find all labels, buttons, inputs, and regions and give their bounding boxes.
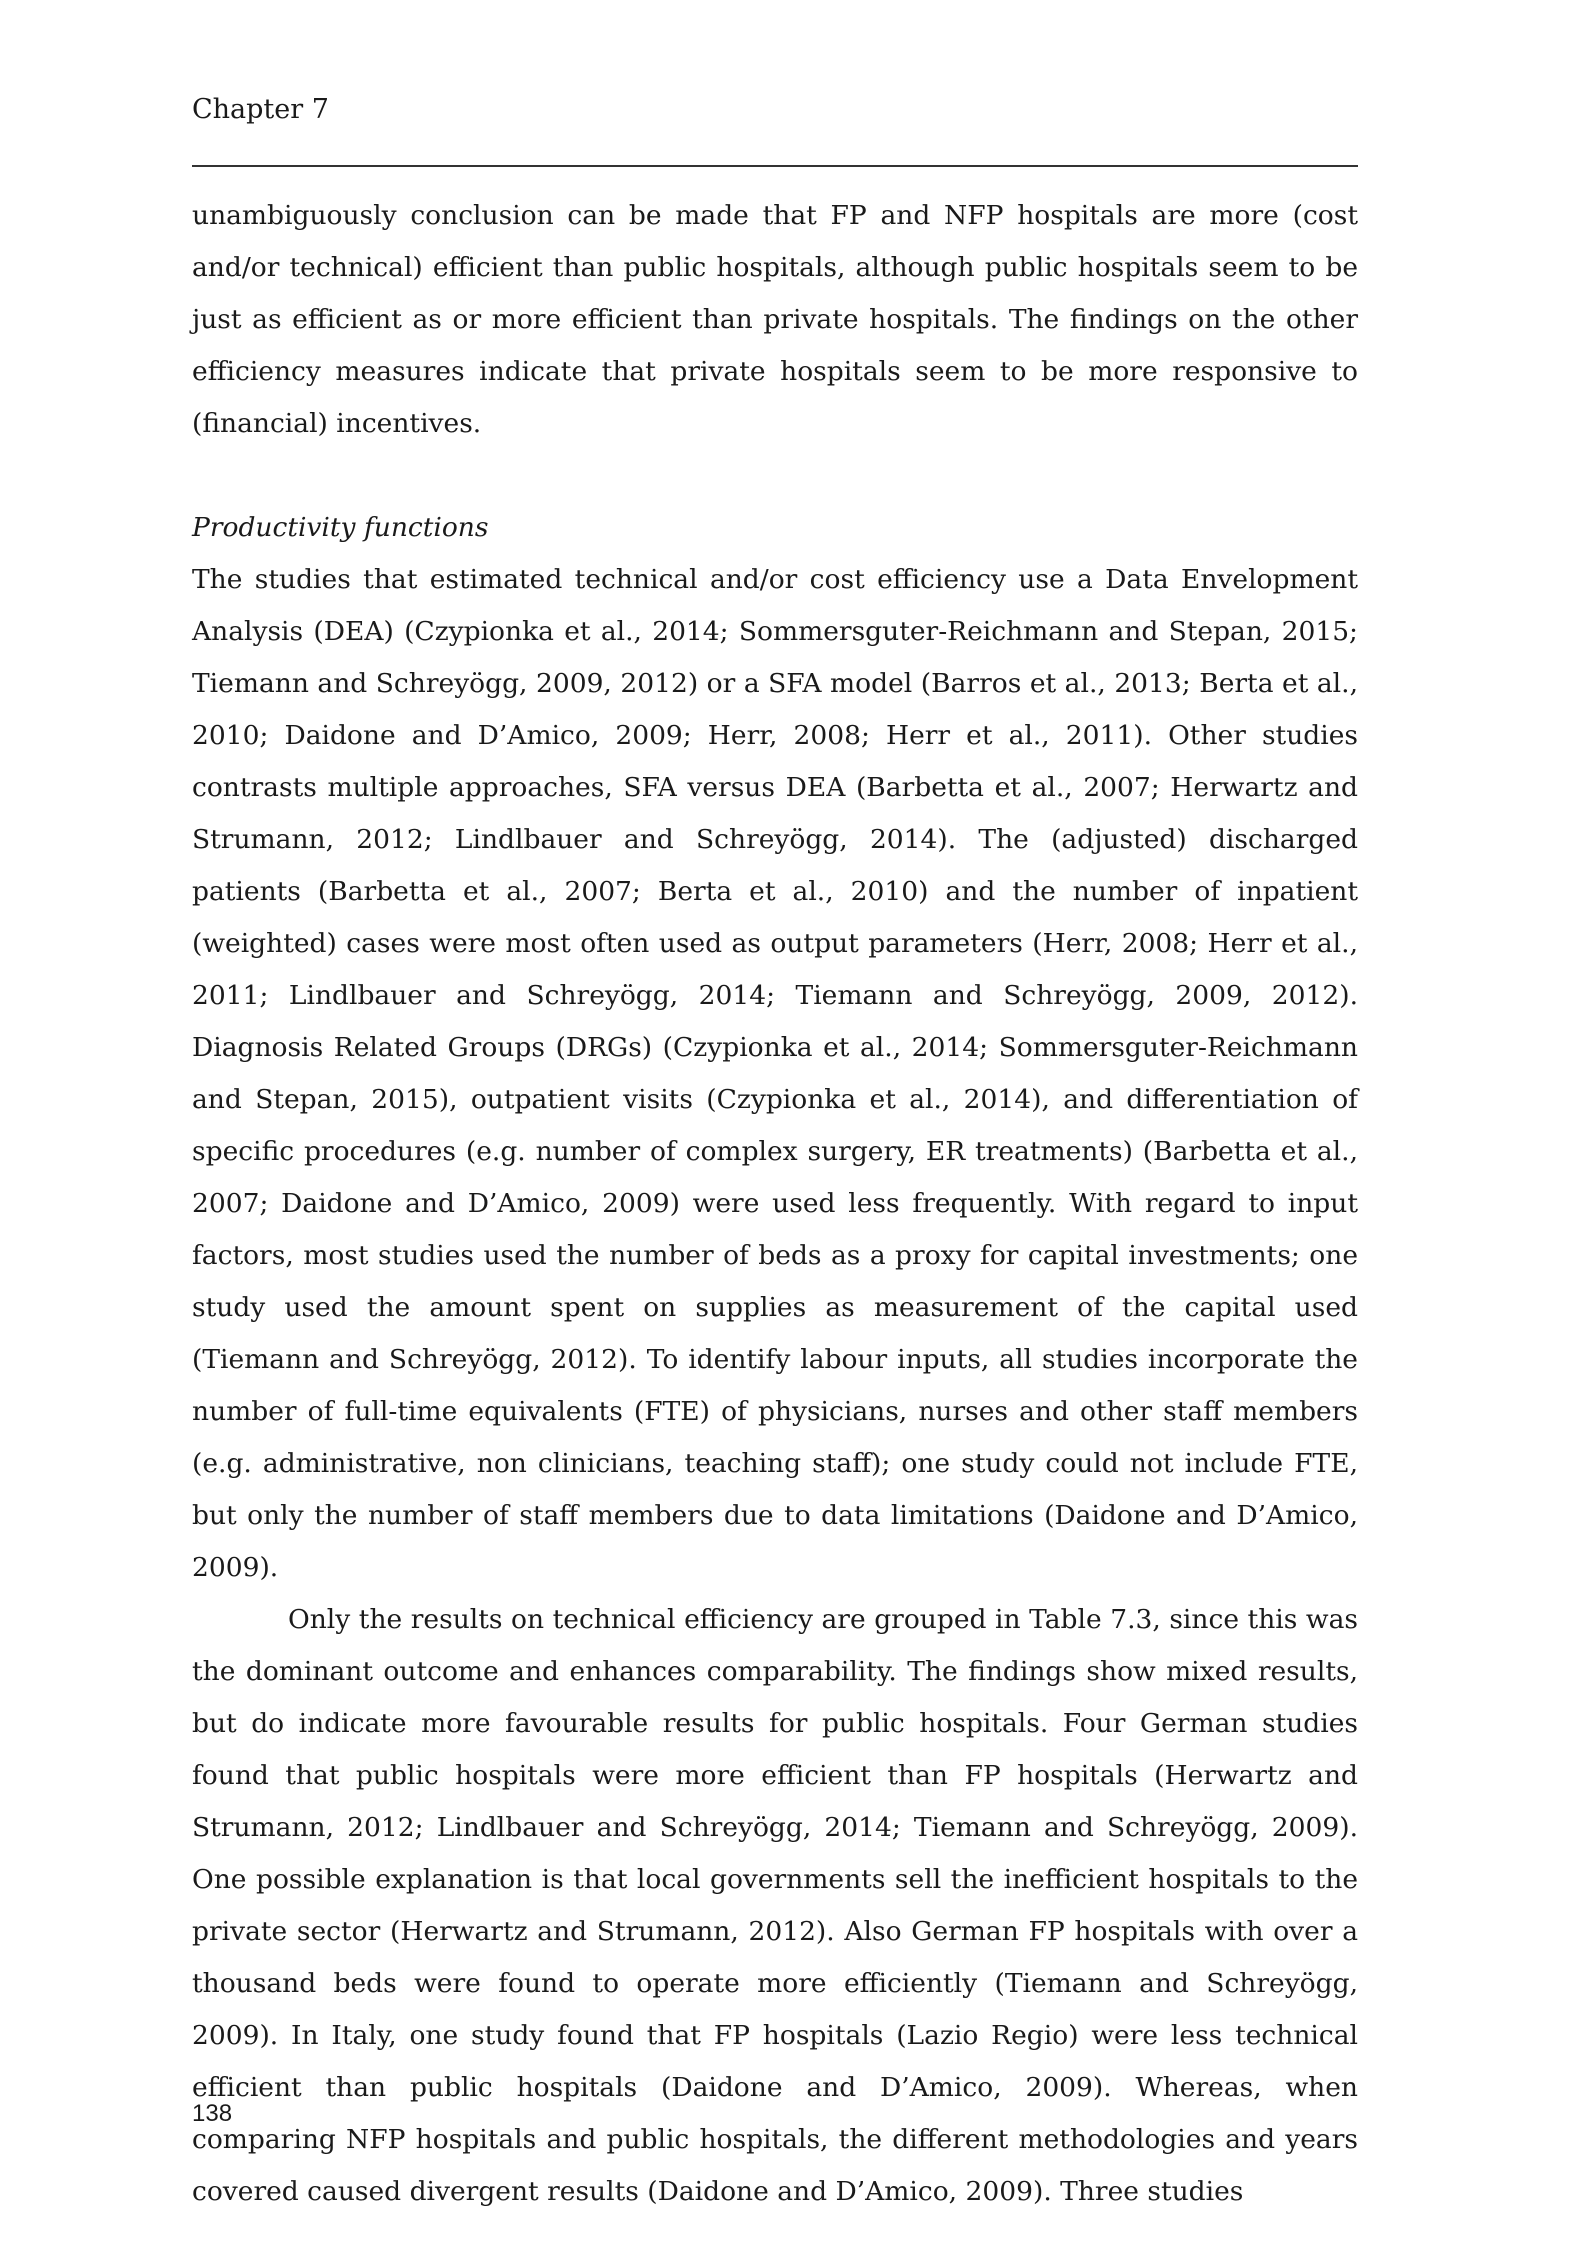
header-divider [192, 165, 1358, 167]
body-text [192, 190, 1358, 2218]
page-number: 138 [192, 2100, 233, 2127]
paragraph-intro: unambiguously conclusion can be made that FP and NFP hospitals are more (cost and/or technical) efficient than public hospitals, although public hospitals seem to be just as efficient as or more efficient than private hospitals. The findings on the other efficiency measures indicate that private hospitals seem to be more responsive to (financial) incentives. [192, 200, 1358, 439]
paragraph-gap [192, 450, 1358, 502]
paragraph-productivity: The studies that estimated technical and/or cost efficiency use a Data Envelopment Analysis (DEA) (Czypionka et al., 2014; Sommersguter-Reichmann and Stepan, 2015; Tiemann and Schreyögg, 2009, 2012) or a SFA model (Barros et al., 2013; Berta et al., 2010; Daidone and D’Amico, 2009; Herr, 2008; Herr et al., 2011). Other studies contrasts multiple approaches, SFA versus DEA (Barbetta et al., 2007; Herwartz and Strumann, 2012; Lindlbauer and Schreyögg, 2014). The (adjusted) discharged patients (Barbetta et al., 2007; Berta et al., 2010) and the number of inpatient (weighted) cases were most often used as output parameters (Herr, 2008; Herr et al., 2011; Lindlbauer and Schreyögg, 2014; Tiemann and Schreyögg, 2009, 2012). Diagnosis Related Groups (DRGs) (Czypionka et al., 2014; Sommersguter-Reichmann and Stepan, 2015), outpatient visits (Czypionka et al., 2014), and differentiation of specific procedures (e.g. number of complex surgery, ER treatments) (Barbetta et al., 2007; Daidone and D’Amico, 2009) were used less frequently. With regard to input factors, most studies used the number of beds as a proxy for capital investments; one study used the amount spent on supplies as measurement of the capital used (Tiemann and Schreyögg, 2012). To identify labour inputs, all studies incorporate the number of full-time equivalents (FTE) of physicians, nurses and other staff members (e.g. administrative, non clinicians, teaching staff); one study could not include FTE, but only the number of staff members due to data limitations (Daidone and D’Amico, 2009). [192, 564, 1358, 1583]
section-subheading: Productivity functions [192, 512, 489, 543]
chapter-header: Chapter 7 [192, 94, 329, 125]
paragraph-results: Only the results on technical efficiency are grouped in Table 7.3, since this was the dominant outcome and enhances comparability. The findings show mixed results, but do indicate more favourable results for public hospitals. Four German studies found that public hospitals were more efficient than FP hospitals (Herwartz and Strumann, 2012; Lindlbauer and Schreyögg, 2014; Tiemann and Schreyögg, 2009). One possible explanation is that local governments sell the inefficient hospitals to the private sector (Herwartz and Strumann, 2012). Also German FP hospitals with over a thousand beds were found to operate more efficiently (Tiemann and Schreyögg, 2009). In Italy, one study found that FP hospitals (Lazio Regio) were less technical efficient than public hospitals (Daidone and D’Amico, 2009). Whereas, when comparing NFP hospitals and public hospitals, the different methodologies and years covered caused divergent results (Daidone and D’Amico, 2009). Three studies [192, 1604, 1358, 2207]
